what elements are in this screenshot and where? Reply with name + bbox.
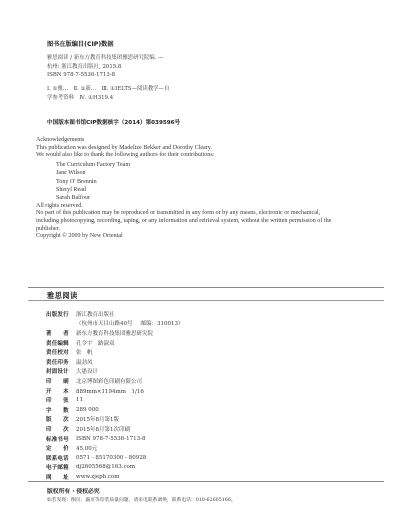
pub-row-author bbox=[46, 328, 346, 338]
pub-row-price bbox=[46, 443, 346, 453]
pub-label: 印 刷 bbox=[46, 378, 69, 385]
pub-value: ISBN 978-7-5536-1713-8 bbox=[76, 435, 146, 442]
pub-label: 定 价 bbox=[46, 446, 69, 453]
pub-value: 289 000 bbox=[76, 406, 99, 413]
divider bbox=[28, 300, 384, 301]
ack-author: Tony O' Brennin bbox=[56, 178, 97, 185]
cip-line: 学参考资料 Ⅳ. ①H319.4 bbox=[47, 94, 114, 101]
ack-notice: publisher. bbox=[36, 225, 60, 232]
book-title: 雅思阅读 bbox=[47, 291, 78, 300]
pub-value: 2015年8月第1版 bbox=[76, 417, 119, 424]
pub-value: 大愚设计 bbox=[76, 369, 99, 376]
pub-label: 著 者 bbox=[46, 330, 69, 337]
ack-notice: No part of this publication may be reproduced or transmitted in any form or by any means, electronic or mechanical, bbox=[36, 210, 321, 217]
pub-row-printing bbox=[46, 357, 346, 367]
pub-label: 版 次 bbox=[46, 417, 69, 424]
cip-record bbox=[47, 54, 317, 103]
pub-label: 网 址 bbox=[46, 474, 69, 481]
divider bbox=[28, 287, 384, 288]
pub-value: 浙江教育出版社 bbox=[76, 311, 115, 318]
pub-row-printer bbox=[46, 376, 346, 386]
pub-value: dj2605568@163.com bbox=[76, 464, 136, 471]
acknowledgements bbox=[36, 137, 382, 241]
pub-postcode: 邮编：310013） bbox=[140, 321, 184, 328]
pub-label: 联系电话 bbox=[46, 455, 69, 462]
ack-author: Jane Wilson bbox=[56, 170, 86, 177]
pub-row-address bbox=[46, 319, 346, 329]
ack-line: This publication was designed by Madelize Bekker and Dorothy Cleary. bbox=[36, 144, 212, 151]
pub-label: 印 次 bbox=[46, 426, 69, 433]
cip-title: 图书在版编目(CIP)数据 bbox=[47, 41, 114, 48]
pub-label: 印 张 bbox=[46, 398, 69, 405]
divider bbox=[28, 481, 384, 482]
pub-value: 温劲风 bbox=[76, 359, 93, 366]
pub-value: 张 帆 bbox=[76, 350, 93, 357]
pub-value: 889mm×1194mm 1/16 bbox=[76, 388, 144, 395]
pub-row-editor bbox=[46, 338, 346, 348]
ack-authors bbox=[36, 161, 382, 203]
copyright-note: 如若发现：倒页、漏页等印装质量问题，请来电联系调换，联系电话：010-62605166。 bbox=[47, 498, 236, 503]
ack-line: We would also like to thank the following authors for their contributions: bbox=[36, 152, 215, 159]
pub-row-sheets bbox=[46, 395, 346, 405]
pub-address: （杭州市天目山路40号 bbox=[76, 321, 133, 328]
pub-row-impression bbox=[46, 424, 346, 434]
pub-row-tel bbox=[46, 453, 346, 463]
pub-row-isbn bbox=[46, 434, 346, 444]
ack-rights: All rights reserved. bbox=[36, 202, 83, 209]
pub-value: 11 bbox=[76, 397, 83, 404]
pub-row-format bbox=[46, 386, 346, 396]
pub-label: 责任印务 bbox=[46, 359, 69, 366]
cip-number: 中国版本图书馆CIP数据核字（2014）第039596号 bbox=[47, 120, 181, 126]
pub-label: 电子邮箱 bbox=[46, 465, 69, 472]
ack-copyright: Copyright © 2009 by New Oriental bbox=[36, 233, 123, 240]
pub-row-publisher bbox=[46, 309, 346, 319]
copyright-title: 版权所有 · 侵权必究 bbox=[47, 489, 100, 495]
pub-row-design bbox=[46, 367, 346, 377]
pub-row-words bbox=[46, 405, 346, 415]
pub-label: 责任编辑 bbox=[46, 340, 69, 347]
cip-line: 雅思阅读 / 新东方教育科技集团雅思研究院编. — bbox=[47, 55, 164, 61]
pub-value: 2015年8月第1次印刷 bbox=[76, 426, 130, 433]
ack-author: Sheryl Read bbox=[56, 187, 86, 193]
cip-line: Ⅰ. ①雅… Ⅱ. ①新… Ⅲ. ①IELTS—阅读教学—自 bbox=[47, 86, 170, 93]
pub-label: 字 数 bbox=[46, 407, 69, 414]
pub-label: 封面设计 bbox=[46, 369, 69, 376]
pub-value: 北京博图彩色印刷有限公司 bbox=[76, 378, 143, 385]
cip-line: 杭州: 浙江教育出版社, 2015.8 bbox=[47, 63, 122, 70]
pub-value: 0571 - 85170300 - 80928 bbox=[76, 454, 147, 461]
pub-label: 标准书号 bbox=[46, 436, 69, 443]
pub-label: 开 本 bbox=[46, 388, 69, 395]
cip-line: ISBN 978-7-5536-1713-8 bbox=[47, 72, 116, 79]
ack-notice: including photocopying, recording, taping, or any information and retrieval system, without the written permission of the bbox=[36, 218, 332, 224]
pub-row-proofreader bbox=[46, 347, 346, 357]
pub-value: www.zjeph.com bbox=[76, 473, 120, 480]
ack-author: Sarah Balfour bbox=[56, 195, 91, 202]
pub-value: 新东方教育科技集团雅思研究院 bbox=[76, 330, 154, 337]
pub-value: 45.00元 bbox=[76, 446, 98, 453]
pub-row-edition bbox=[46, 415, 346, 425]
ack-heading: Acknowledgements bbox=[36, 137, 85, 143]
pub-value: 孔令宇 路淑双 bbox=[76, 340, 115, 347]
publication-details bbox=[46, 309, 346, 482]
pub-label: 责任校对 bbox=[46, 350, 69, 357]
pub-label: 出版发行 bbox=[46, 311, 69, 318]
ack-author: The Curriculum Factory Team bbox=[56, 161, 131, 168]
pub-row-email bbox=[46, 463, 346, 473]
